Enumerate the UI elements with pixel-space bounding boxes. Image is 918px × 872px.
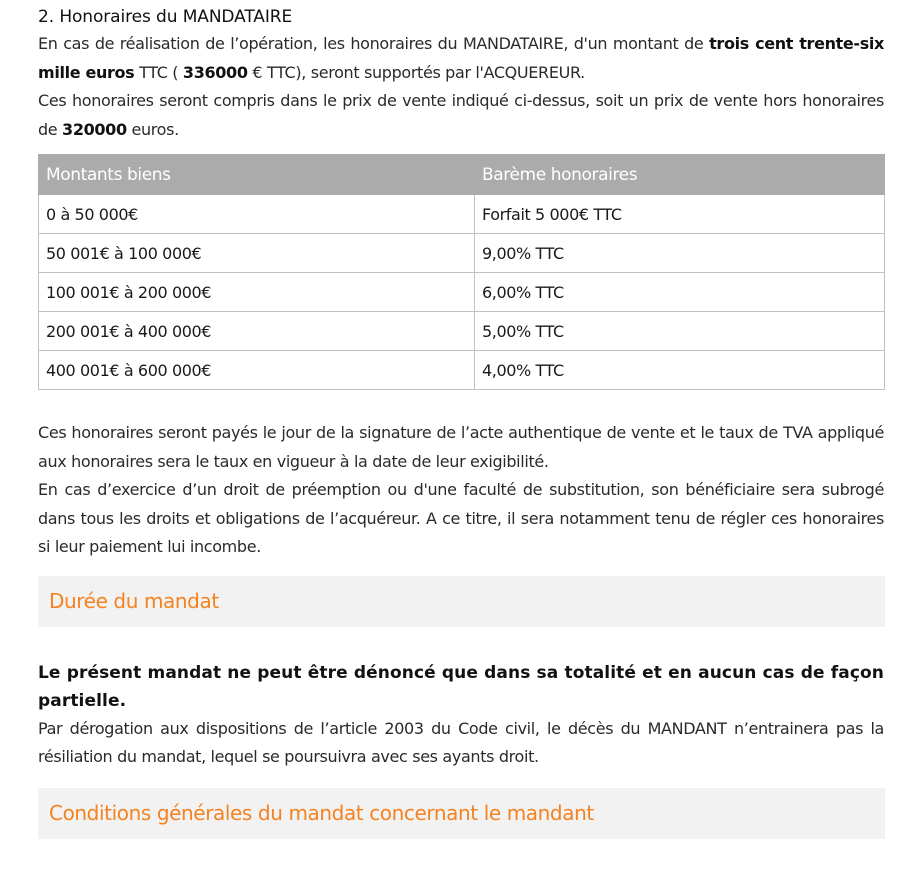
table-row	[39, 234, 885, 273]
amount-range-cell: 400 001€ à 600 000€	[39, 351, 475, 390]
column-header-fee-scale: Barème honoraires	[475, 155, 885, 195]
text-fragment: € TTC), seront supportés par l'ACQUEREUR.	[247, 62, 585, 82]
honoraires-amount-paragraph	[38, 30, 884, 87]
table-row	[39, 195, 885, 234]
column-header-amounts: Montants biens	[39, 155, 475, 195]
fee-scale-table	[38, 154, 885, 390]
table-header-row	[39, 155, 885, 195]
spacer	[38, 390, 884, 419]
section-heading-duree: Durée du mandat	[38, 576, 885, 627]
amount-range-cell: 0 à 50 000€	[39, 195, 475, 234]
text-fragment: Ces honoraires seront compris dans le prix de vente indiqué ci-dessus, soit un prix de vente hors honoraires de	[38, 91, 884, 139]
text-fragment: En cas de réalisation de l’opération, les honoraires du MANDATAIRE, d'un montant de	[38, 34, 710, 53]
amount-range-cell: 50 001€ à 100 000€	[39, 234, 475, 273]
net-price-amount: 320000	[62, 119, 127, 139]
amount-range-cell: 100 001€ à 200 000€	[39, 273, 475, 312]
table-row	[39, 273, 885, 312]
amount-in-words: trois cent trente-six mille euros	[38, 34, 884, 82]
fee-rate-cell: 5,00% TTC	[475, 312, 885, 351]
amount-number: 336000	[182, 62, 248, 82]
section-heading-conditions: Conditions générales du mandat concernant le mandant	[38, 788, 885, 839]
text-fragment: euros.	[126, 119, 179, 139]
text-fragment: TTC (	[134, 62, 183, 82]
amount-range-cell: 200 001€ à 400 000€	[39, 312, 475, 351]
preemption-paragraph: En cas d’exercice d’un droit de préemption ou d'une faculté de substitution, son bénéficiaire sera subrogé dans tous les droits et obligations de l’acquéreur. A ce titre, il sera notamment tenu de régler ces honoraires si leur paiement lui incombe.	[38, 480, 884, 556]
table-row	[39, 351, 885, 390]
mandate-document	[38, 4, 884, 839]
fee-rate-cell: 9,00% TTC	[475, 234, 885, 273]
payment-terms-paragraph: Ces honoraires seront payés le jour de la signature de l’acte authentique de vente et le taux de TVA appliqué aux honoraires sera le taux en vigueur à la date de leur exigibilité.	[38, 423, 884, 471]
price-excluding-fees-paragraph	[38, 87, 884, 144]
spacer	[38, 627, 884, 659]
fee-rate-cell: Forfait 5 000€ TTC	[475, 195, 885, 234]
section-title-honoraires: 2. Honoraires du MANDATAIRE	[38, 7, 293, 27]
spacer	[38, 772, 884, 788]
fee-rate-cell: 6,00% TTC	[475, 273, 885, 312]
death-clause-paragraph: Par dérogation aux dispositions de l’article 2003 du Code civil, le décès du MANDANT n’entrainera pas la résiliation du mandat, lequel se poursuivra avec ses ayants droit.	[38, 718, 884, 766]
fee-rate-cell: 4,00% TTC	[475, 351, 885, 390]
spacer	[38, 562, 884, 576]
partial-termination-statement: Le présent mandat ne peut être dénoncé que dans sa totalité et en aucun cas de façon partielle.	[38, 662, 884, 711]
table-row	[39, 312, 885, 351]
